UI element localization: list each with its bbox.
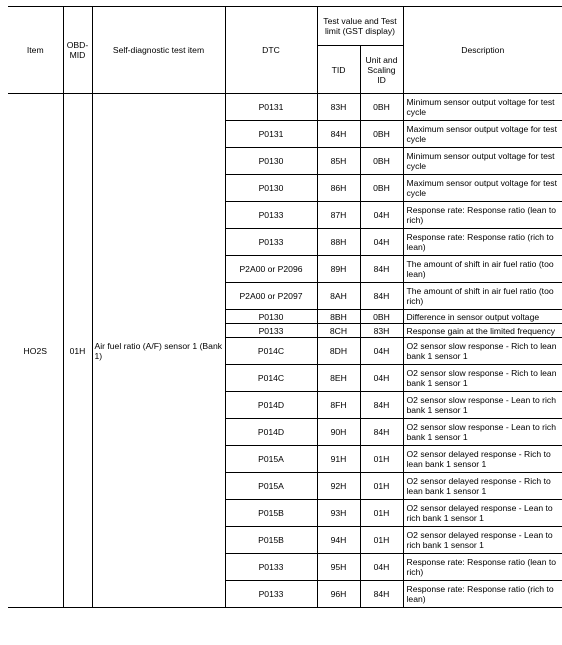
tid-cell: 89H <box>317 256 360 283</box>
tid-cell: 8DH <box>317 338 360 365</box>
description-cell: Minimum sensor output voltage for test cycle <box>403 148 562 175</box>
description-cell: Response rate: Response ratio (rich to lean) <box>403 229 562 256</box>
description-cell: Response rate: Response ratio (lean to rich) <box>403 554 562 581</box>
description-cell: Maximum sensor output voltage for test cycle <box>403 121 562 148</box>
tid-cell: 94H <box>317 527 360 554</box>
description-cell: O2 sensor delayed response - Rich to lean bank 1 sensor 1 <box>403 446 562 473</box>
unit-scaling-cell: 84H <box>360 392 403 419</box>
header-item: Item <box>8 7 63 94</box>
tid-cell: 88H <box>317 229 360 256</box>
dtc-cell: P0133 <box>225 229 317 256</box>
tid-cell: 8BH <box>317 310 360 324</box>
tid-cell: 86H <box>317 175 360 202</box>
dtc-cell: P0131 <box>225 121 317 148</box>
dtc-cell: P014D <box>225 419 317 446</box>
header-dtc: DTC <box>225 7 317 94</box>
description-cell: Response rate: Response ratio (lean to rich) <box>403 202 562 229</box>
unit-scaling-cell: 04H <box>360 338 403 365</box>
unit-scaling-cell: 0BH <box>360 310 403 324</box>
tid-cell: 91H <box>317 446 360 473</box>
description-cell: O2 sensor slow response - Rich to lean bank 1 sensor 1 <box>403 365 562 392</box>
unit-scaling-cell: 01H <box>360 527 403 554</box>
unit-scaling-cell: 84H <box>360 256 403 283</box>
table-row <box>8 94 562 121</box>
unit-scaling-cell: 0BH <box>360 121 403 148</box>
group-obd-mid-cell: 01H <box>63 94 92 608</box>
dtc-cell: P0131 <box>225 94 317 121</box>
unit-scaling-cell: 84H <box>360 283 403 310</box>
dtc-cell: P0133 <box>225 581 317 608</box>
dtc-cell: P015B <box>225 527 317 554</box>
dtc-cell: P015B <box>225 500 317 527</box>
tid-cell: 87H <box>317 202 360 229</box>
header-tid: TID <box>317 46 360 94</box>
tid-cell: 8EH <box>317 365 360 392</box>
header-test-item: Self-diagnostic test item <box>92 7 225 94</box>
unit-scaling-cell: 83H <box>360 324 403 338</box>
unit-scaling-cell: 04H <box>360 554 403 581</box>
tid-cell: 95H <box>317 554 360 581</box>
unit-scaling-cell: 0BH <box>360 175 403 202</box>
dtc-cell: P015A <box>225 473 317 500</box>
description-cell: O2 sensor delayed response - Rich to lean bank 1 sensor 1 <box>403 473 562 500</box>
unit-scaling-cell: 84H <box>360 419 403 446</box>
description-cell: The amount of shift in air fuel ratio (too rich) <box>403 283 562 310</box>
header-test-value: Test value and Test limit (GST display) <box>317 7 403 46</box>
group-test-item-cell: Air fuel ratio (A/F) sensor 1 (Bank 1) <box>92 94 225 608</box>
dtc-cell: P0133 <box>225 554 317 581</box>
description-cell: The amount of shift in air fuel ratio (too lean) <box>403 256 562 283</box>
tid-cell: 85H <box>317 148 360 175</box>
tid-cell: 96H <box>317 581 360 608</box>
tid-cell: 90H <box>317 419 360 446</box>
dtc-cell: P0130 <box>225 175 317 202</box>
unit-scaling-cell: 04H <box>360 229 403 256</box>
dtc-cell: P0130 <box>225 310 317 324</box>
description-cell: O2 sensor delayed response - Lean to rich bank 1 sensor 1 <box>403 500 562 527</box>
dtc-cell: P0133 <box>225 202 317 229</box>
tid-cell: 8AH <box>317 283 360 310</box>
header-unit-scaling: Unit and Scaling ID <box>360 46 403 94</box>
unit-scaling-cell: 01H <box>360 446 403 473</box>
description-cell: O2 sensor slow response - Lean to rich bank 1 sensor 1 <box>403 419 562 446</box>
description-cell: Maximum sensor output voltage for test cycle <box>403 175 562 202</box>
description-cell: Minimum sensor output voltage for test cycle <box>403 94 562 121</box>
description-cell: O2 sensor slow response - Lean to rich bank 1 sensor 1 <box>403 392 562 419</box>
header-obd-mid: OBD-MID <box>63 7 92 94</box>
dtc-cell: P2A00 or P2097 <box>225 283 317 310</box>
tid-cell: 84H <box>317 121 360 148</box>
description-cell: Response gain at the limited frequency <box>403 324 562 338</box>
description-cell: O2 sensor delayed response - Lean to rich bank 1 sensor 1 <box>403 527 562 554</box>
tid-cell: 8CH <box>317 324 360 338</box>
description-cell: Response rate: Response ratio (rich to lean) <box>403 581 562 608</box>
unit-scaling-cell: 01H <box>360 473 403 500</box>
dtc-cell: P2A00 or P2096 <box>225 256 317 283</box>
group-item-cell: HO2S <box>8 94 63 608</box>
table-body <box>8 94 562 608</box>
tid-cell: 92H <box>317 473 360 500</box>
unit-scaling-cell: 01H <box>360 500 403 527</box>
tid-cell: 93H <box>317 500 360 527</box>
tid-cell: 83H <box>317 94 360 121</box>
header-description: Description <box>403 7 562 94</box>
table-container <box>8 6 562 608</box>
description-cell: Difference in sensor output voltage <box>403 310 562 324</box>
unit-scaling-cell: 04H <box>360 202 403 229</box>
dtc-cell: P0133 <box>225 324 317 338</box>
tid-cell: 8FH <box>317 392 360 419</box>
unit-scaling-cell: 0BH <box>360 148 403 175</box>
unit-scaling-cell: 04H <box>360 365 403 392</box>
dtc-cell: P014D <box>225 392 317 419</box>
description-cell: O2 sensor slow response - Rich to lean bank 1 sensor 1 <box>403 338 562 365</box>
dtc-cell: P015A <box>225 446 317 473</box>
unit-scaling-cell: 84H <box>360 581 403 608</box>
diagnostic-table <box>8 6 562 608</box>
dtc-cell: P0130 <box>225 148 317 175</box>
unit-scaling-cell: 0BH <box>360 94 403 121</box>
dtc-cell: P014C <box>225 338 317 365</box>
dtc-cell: P014C <box>225 365 317 392</box>
